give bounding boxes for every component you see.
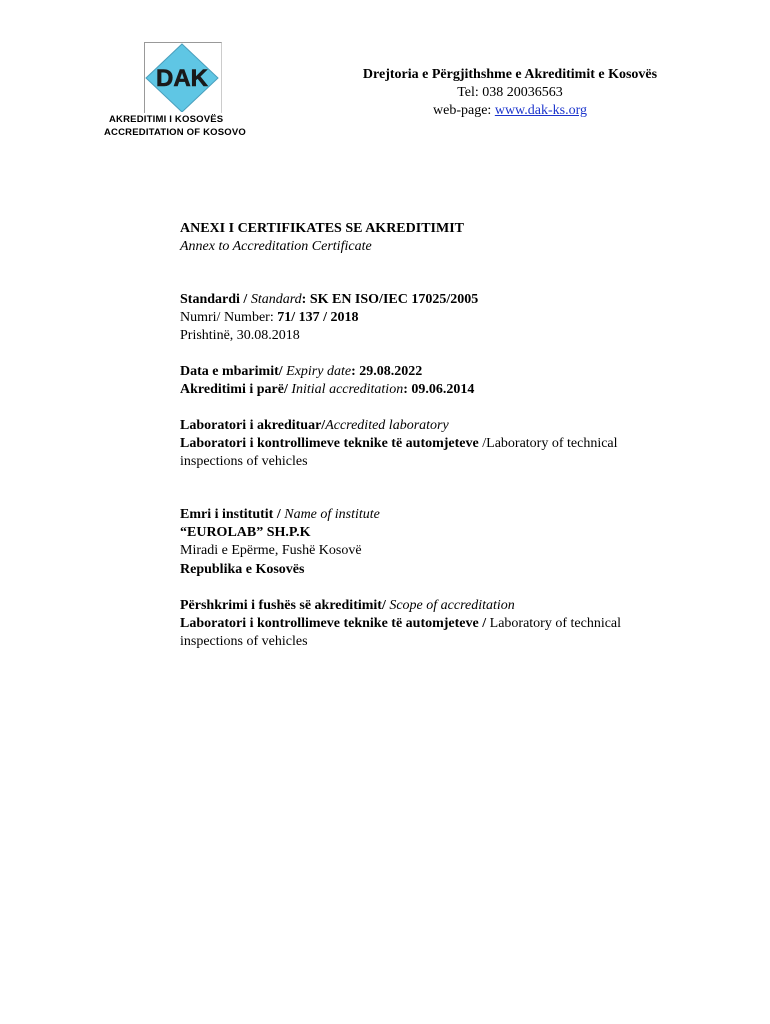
logo-mark: DAK: [156, 65, 208, 92]
laboratory-name: Laboratori i kontrollimeve teknike të automjeteve /Laboratory of technical inspections of vehicles: [180, 436, 618, 469]
organization-name: Drejtoria e Përgjithshme e Akreditimit e Kosovës: [362, 67, 658, 82]
institute-name: “EUROLAB” SH.P.K: [180, 525, 311, 540]
telephone: Tel: 038 20036563: [457, 85, 563, 100]
scope-description: Laboratori i kontrollimeve teknike të automjeteve / Laboratory of technical inspections of vehicles: [180, 616, 622, 649]
laboratory-label: Laboratori i akredituar/Accredited laboratory: [180, 418, 449, 433]
standard-line: Standardi / Standard: SK EN ISO/IEC 17025/2005: [180, 292, 479, 307]
logo-line-1: AKREDITIMI I KOSOVËS: [109, 114, 224, 125]
dak-diamond-logo: [144, 42, 220, 112]
number-line: Numri/ Number: 71/ 137 / 2018: [180, 310, 359, 325]
logo-line-2: ACCREDITATION OF KOSOVO: [104, 127, 246, 138]
initial-accreditation-line: Akreditimi i parë/ Initial accreditation: 09.06.2014: [180, 382, 475, 397]
web-label: web-page:: [433, 103, 495, 118]
web-link[interactable]: www.dak-ks.org: [494, 103, 587, 118]
annex-subtitle: Annex to Accreditation Certificate: [180, 239, 372, 254]
header-block: [300, 66, 720, 120]
institute-address: Miradi e Epërme, Fushë Kosovë: [180, 543, 362, 558]
expiry-line: Data e mbarimit/ Expiry date: 29.08.2022: [180, 364, 423, 379]
institute-country: Republika e Kosovës: [180, 562, 305, 577]
institute-label: Emri i institutit / Name of institute: [180, 507, 380, 522]
annex-title: ANEXI I CERTIFIKATES SE AKREDITIMIT: [180, 221, 464, 236]
dak-logo: [104, 42, 264, 142]
web-page: [300, 102, 720, 120]
scope-label: Përshkrimi i fushës së akreditimit/ Scope of accreditation: [180, 598, 515, 613]
place-date: Prishtinë, 30.08.2018: [180, 328, 300, 343]
